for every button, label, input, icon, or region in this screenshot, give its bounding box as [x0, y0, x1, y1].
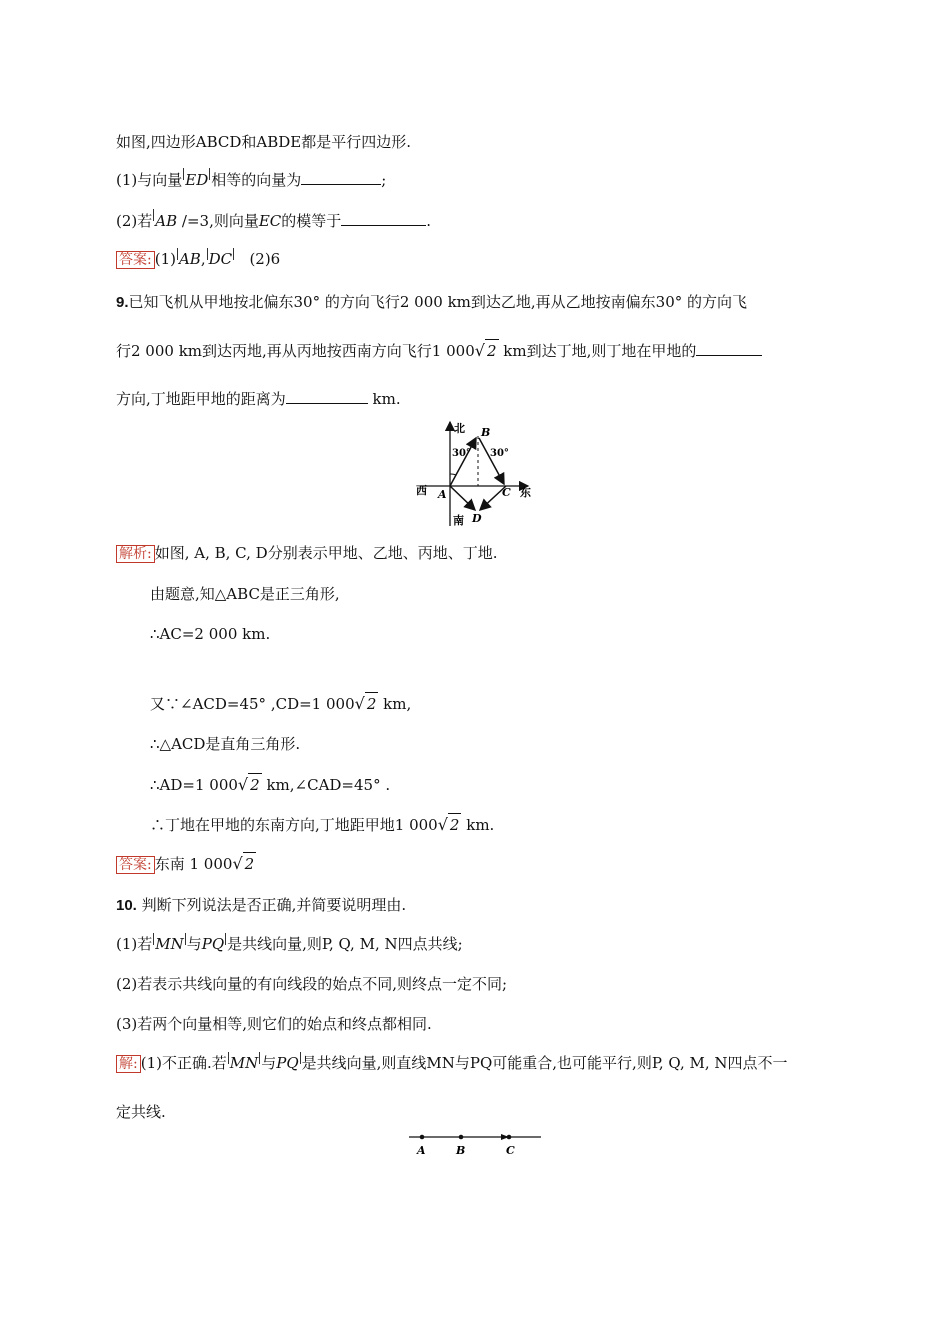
answer-sep: , [200, 250, 206, 268]
answer-line-1 [116, 248, 280, 271]
vector-arrow-mark [225, 933, 226, 945]
q9-text-2b: km到达丁地,则丁地在甲地的 [498, 342, 697, 360]
q10-title: 判断下列说法是否正确,并简要说明理由. [141, 896, 407, 914]
q10-s1: (1)若 MN 与PQ 是共线向量,则P, Q, M, N四点共线; [116, 935, 463, 953]
label-d: D [472, 512, 482, 525]
q10-number: 10. [116, 897, 137, 914]
sqrt-symbol: √ 2 [237, 775, 260, 794]
q2-line [116, 209, 431, 232]
vector-arrow-mark [207, 248, 208, 260]
q1-suffix: 相等的向量为 [211, 171, 302, 189]
q10-title-line [116, 894, 406, 917]
analysis-line-7: ∴丁地在甲地的东南方向,丁地距甲地1 000 √ 2 km. [150, 815, 495, 834]
answer-line-9 [116, 852, 256, 876]
answer-vec-1: AB [178, 250, 201, 268]
q1-end: ; [381, 171, 387, 189]
label-west: 西 [416, 484, 427, 497]
q1-blank [301, 168, 381, 185]
answer-text-9: 东南 1 000 [154, 855, 233, 873]
label-c: C [502, 486, 511, 499]
arrow-to-c [501, 1134, 509, 1140]
q10-s3: (3)若两个向量相等,则它们的始点和终点都相同. [116, 1015, 432, 1033]
abs-bar-right: / [181, 212, 187, 230]
sqrt-symbol: √ 2 [232, 854, 255, 873]
label-b: B [481, 426, 491, 439]
q10-solution-line-2: 定共线. [116, 1103, 166, 1121]
label-south: 南 [453, 514, 464, 527]
label-east: 东 [520, 486, 531, 499]
solution-tag: 解: [116, 1055, 141, 1073]
sqrt-symbol: √ 2 [474, 341, 497, 360]
q9-blank-1 [696, 339, 762, 356]
vector-mn: MN [155, 935, 184, 953]
q1-line [116, 168, 386, 191]
angle-arc-a [450, 474, 456, 475]
q2-prefix: (2)若 [116, 212, 153, 230]
sqrt-symbol: √ 2 [437, 815, 460, 834]
q9-number: 9. [116, 294, 129, 311]
q9-text-2a: 行2 000 km到达丙地,再从丙地按西南方向飞行1 000 [116, 342, 475, 360]
vector-arrow-mark [300, 1052, 301, 1064]
q9-text-1: 已知飞机从甲地按北偏东30° 的方向飞行2 000 km到达乙地,再从乙地按南偏东30° 的方向飞 [128, 293, 748, 311]
answer-tag: 答案: [116, 856, 155, 874]
label-angle-2: 30° [490, 448, 509, 459]
label-c: C [506, 1144, 515, 1157]
q9-line2 [116, 339, 762, 362]
vector-arrow-mark [185, 933, 186, 945]
q9-line3 [116, 387, 401, 410]
label-angle-1: 30° [452, 448, 471, 459]
q2-suffix: 的模等于 [281, 212, 342, 230]
point-b [459, 1135, 464, 1140]
analysis-line-4: 又∵∠ACD=45° ,CD=1 000 √ 2 km, [150, 694, 412, 713]
q2-vector: AB [155, 212, 178, 230]
vector-arrow-mark [177, 248, 178, 260]
q2-end: . [426, 212, 432, 230]
analysis-tag: 解析: [116, 545, 155, 563]
analysis-line-1 [116, 542, 497, 565]
q9-text-3b: km. [367, 390, 401, 408]
q1-vector: ED [185, 171, 209, 189]
q10-s2: (2)若表示共线向量的有向线段的始点不同,则终点一定不同; [116, 975, 508, 993]
label-a: A [417, 1144, 426, 1157]
analysis-line-5: ∴△ACD是直角三角形. [150, 735, 301, 753]
label-north: 北 [454, 422, 465, 435]
q9-text-3a: 方向,丁地距甲地的距离为 [116, 390, 286, 408]
vector-arrow-mark [228, 1052, 229, 1064]
point-a [420, 1135, 425, 1140]
vector-pq: PQ [201, 935, 225, 953]
vector-mn: MN [229, 1054, 259, 1072]
analysis-line-2: 由题意,知△ABC是正三角形, [150, 585, 340, 603]
vector-pq: PQ [276, 1054, 299, 1072]
segment-ad [450, 486, 475, 510]
q10-solution-line-1: 解: (1)不正确.若 MN 与PQ 是共线向量,则直线MN与PQ可能重合,也可能平行,则P, Q, M, N四点不一 [116, 1052, 788, 1075]
analysis-line-3: ∴AC=2 000 km. [150, 625, 271, 643]
q2-vector2: EC [258, 212, 282, 230]
vector-arrow-mark [233, 248, 234, 260]
q1-prefix: (1)与向量 [116, 171, 183, 189]
answer-prefix: (1) [154, 250, 176, 268]
answer-part2: (2)6 [249, 250, 281, 268]
q9-diagram [410, 418, 540, 530]
segment-ab [450, 438, 476, 486]
intro-line: 如图,四边形ABCD和ABDE都是平行四边形. [116, 133, 412, 151]
q9-blank-2 [286, 387, 368, 404]
label-b: B [456, 1144, 466, 1157]
analysis-line-6: ∴AD=1 000 √ 2 km,∠CAD=45° . [150, 775, 391, 794]
segment-bc [479, 438, 504, 484]
label-a: A [438, 488, 447, 501]
q9-line1 [116, 291, 747, 314]
collinear-points-diagram [405, 1128, 545, 1158]
sqrt-symbol: √ 2 [354, 694, 377, 713]
answer-tag: 答案: [116, 251, 155, 269]
answer-vec-2: DC [208, 250, 233, 268]
q2-mid: =3,则向量 [186, 212, 259, 230]
analysis-text-1: 如图, A, B, C, D分别表示甲地、乙地、丙地、丁地. [154, 544, 498, 562]
q2-blank [341, 209, 426, 226]
